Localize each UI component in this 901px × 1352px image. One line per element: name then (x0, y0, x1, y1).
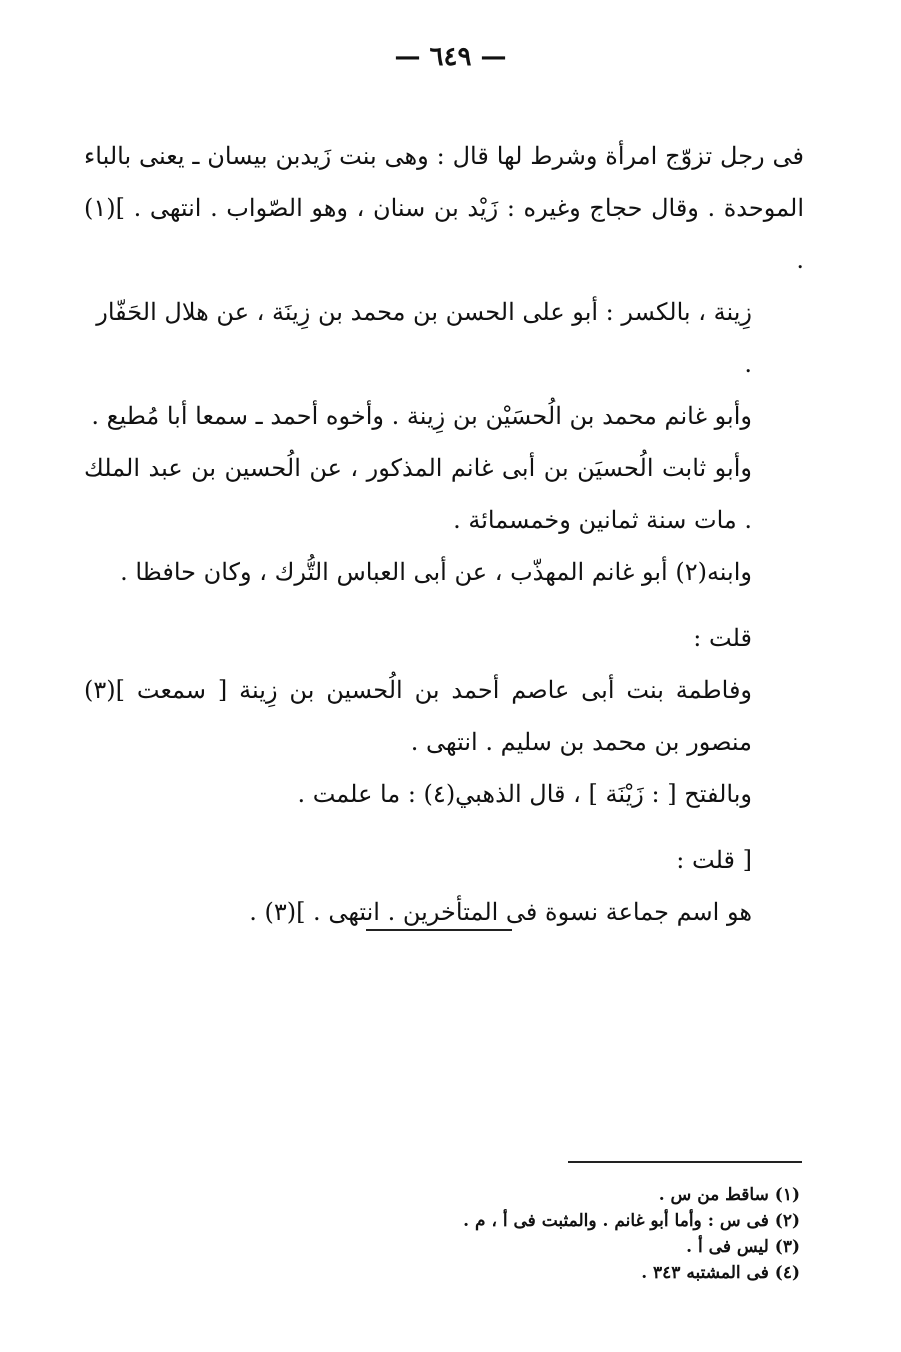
section-heading: [ قلت : (676, 846, 752, 874)
footnote: (٣) ليس فى أ . (686, 1237, 800, 1257)
paragraph: وأبو غانم محمد بن الُحسَيْن بن زِينة . وأخوه أحمد ـ سمعا أبا مُطيع . (91, 402, 752, 430)
paragraph: وابنه(٢) أبو غانم المهذّب ، عن أبى العباس التُّرك ، وكان حافظا . (120, 558, 752, 586)
footnote: (٢) فى س : وأما أبو غانم . والمثبت فى أ ، م . (463, 1211, 800, 1231)
section-divider (366, 929, 512, 931)
section-heading: قلت : (693, 624, 752, 652)
footnote: (١) ساقط من س . (658, 1185, 800, 1205)
paragraph: هو اسم جماعة نسوة فى المتأخرين . انتهى . ](٣) . (249, 898, 752, 926)
footnotes (400, 1182, 800, 1286)
paragraph: فى رجل تزوّج امرأة وشرط لها قال : وهى بنت زَيدبن بيسان ـ يعنى بالباء الموحدة . وقال حجاج وغيره : زَيْد بن سنان ، وهو الصّواب . انتهى . ](١) . (84, 142, 804, 274)
paragraph: وأبو ثابت الُحسيَن بن أبى غانم المذكور ، عن الُحسين بن عبد الملك . مات سنة ثمانين وخمسمائة . (84, 454, 752, 534)
paragraph: وبالفتح [ : زَيْنَة ] ، قال الذهبي(٤) : ما علمت . (297, 780, 752, 808)
page-number: — ٦٤٩ — (394, 42, 507, 72)
paragraph: زِينة ، بالكسر : أبو على الحسن بن محمد بن زِينَة ، عن هلال الحَفّار . (96, 298, 752, 378)
footnote: (٤) فى المشتبه ٣٤٣ . (641, 1263, 800, 1283)
footnote-rule (568, 1161, 802, 1163)
paragraph: وفاطمة بنت أبى عاصم أحمد بن الُحسين بن زِينة [ سمعت ](٣) منصور بن محمد بن سليم . انتهى . (84, 676, 752, 756)
main-text (84, 130, 804, 938)
